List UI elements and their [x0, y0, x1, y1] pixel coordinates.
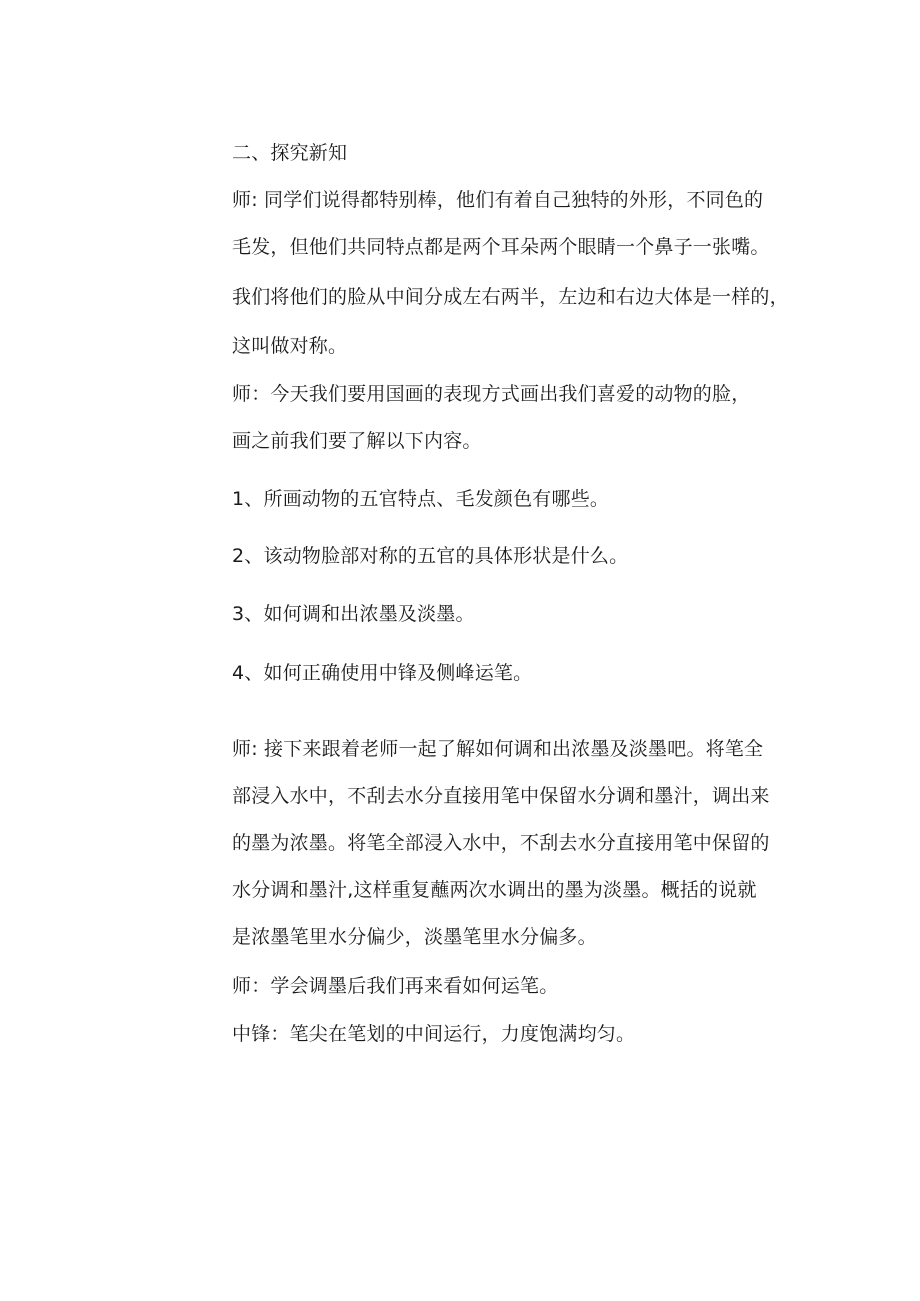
list-item-3: 3、如何调和出浓墨及淡墨。	[232, 603, 475, 625]
paragraph-3-line-1: 师: 接下来跟着老师一起了解如何调和出浓墨及淡墨吧。将笔全	[232, 738, 764, 760]
paragraph-2-line-2: 画之前我们要了解以下内容。	[232, 430, 482, 452]
list-item-1: 1、所画动物的五官特点、毛发颜色有哪些。	[232, 488, 610, 510]
paragraph-5: 中锋：笔尖在笔划的中间运行，力度饱满均匀。	[232, 1023, 636, 1045]
list-item-2: 2、该动物脸部对称的五官的具体形状是什么。	[232, 545, 629, 567]
paragraph-3-line-4: 水分调和墨汁,这样重复蘸两次水调出的墨为淡墨。概括的说就	[232, 879, 757, 901]
list-item-4: 4、如何正确使用中锋及侧峰运笔。	[232, 662, 533, 684]
section-heading: 二、探究新知	[232, 142, 348, 164]
paragraph-1-line-1: 师: 同学们说得都特别棒，他们有着自己独特的外形，不同色的	[232, 189, 764, 211]
paragraph-4: 师：学会调墨后我们再来看如何运笔。	[232, 975, 559, 997]
paragraph-3-line-2: 部浸入水中，不刮去水分直接用笔中保留水分调和墨汁，调出来	[232, 785, 770, 807]
paragraph-1-line-3: 我们将他们的脸从中间分成左右两半，左边和右边大体是一样的，	[232, 286, 789, 308]
paragraph-1-line-4: 这叫做对称。	[232, 335, 348, 357]
paragraph-3-line-3: 的墨为浓墨。将笔全部浸入水中，不刮去水分直接用笔中保留的	[232, 832, 770, 854]
paragraph-1-line-2: 毛发，但他们共同特点都是两个耳朵两个眼睛一个鼻子一张嘴。	[232, 236, 770, 258]
paragraph-2-line-1: 师：今天我们要用国画的表现方式画出我们喜爱的动物的脸，	[232, 383, 751, 405]
paragraph-3-line-5: 是浓墨笔里水分偏少，淡墨笔里水分偏多。	[232, 926, 597, 948]
